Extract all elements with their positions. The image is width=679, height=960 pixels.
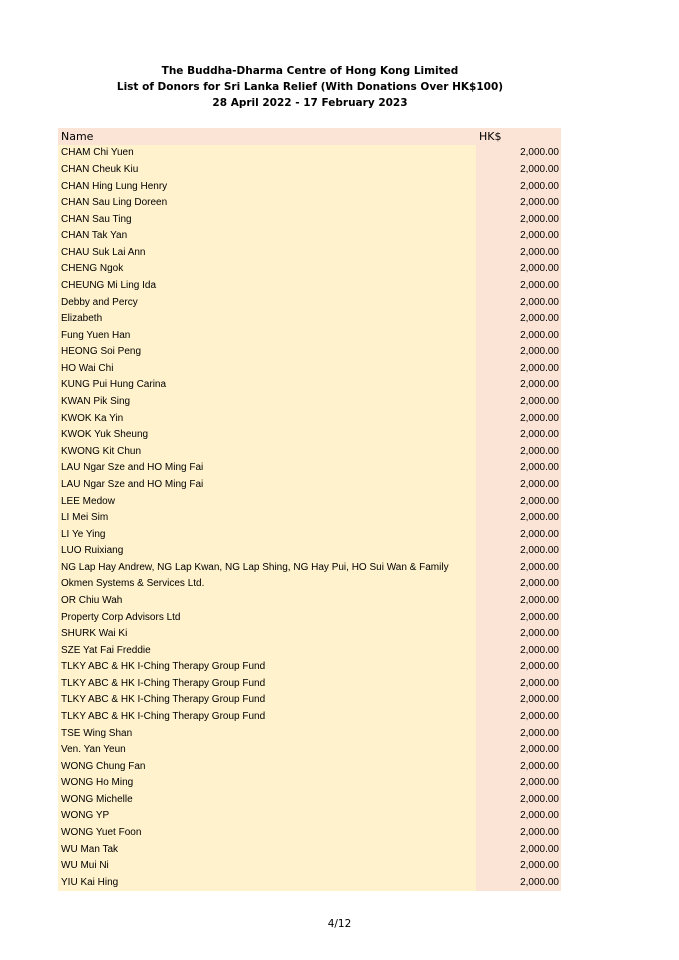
donor-name: Ven. Yan Yeun [58,741,476,758]
donation-amount: 2,000.00 [476,161,561,178]
donation-amount: 2,000.00 [476,791,561,808]
list-title: List of Donors for Sri Lanka Relief (With Donations Over HK$100) [116,81,504,93]
donation-amount: 2,000.00 [476,410,561,427]
donor-name: Property Corp Advisors Ltd [58,609,476,626]
table-row [58,443,561,460]
donation-amount: 2,000.00 [476,393,561,410]
donation-amount: 2,000.00 [476,725,561,742]
table-row [58,277,561,294]
table-row [58,161,561,178]
table-row [58,360,561,377]
donation-amount: 2,000.00 [476,493,561,510]
donor-name: KWOK Ka Yin [58,410,476,427]
table-row [58,194,561,211]
table-row [58,592,561,609]
donor-table [58,128,561,891]
donor-name: CHAN Hing Lung Henry [58,178,476,195]
table-body [58,145,561,891]
donation-amount: 2,000.00 [476,675,561,692]
donation-amount: 2,000.00 [476,576,561,593]
donor-name: LAU Ngar Sze and HO Ming Fai [58,476,476,493]
table-row [58,559,561,576]
donation-amount: 2,000.00 [476,642,561,659]
donation-amount: 2,000.00 [476,261,561,278]
table-row [58,344,561,361]
donor-name: LUO Ruixiang [58,542,476,559]
donor-name: CHENG Ngok [58,261,476,278]
donor-name: WONG Chung Fan [58,758,476,775]
table-row [58,841,561,858]
table-row [58,808,561,825]
date-range: 28 April 2022 - 17 February 2023 [212,97,408,109]
table-row [58,261,561,278]
table-row [58,476,561,493]
table-row [58,294,561,311]
donation-amount: 2,000.00 [476,559,561,576]
donation-amount: 2,000.00 [476,775,561,792]
table-header-row [58,128,561,145]
table-row [58,741,561,758]
donor-name: KWAN Pik Sing [58,393,476,410]
donor-name: Debby and Percy [58,294,476,311]
donation-amount: 2,000.00 [476,426,561,443]
donation-amount: 2,000.00 [476,758,561,775]
table-row [58,609,561,626]
table-row [58,542,561,559]
donation-amount: 2,000.00 [476,625,561,642]
table-row [58,426,561,443]
table-row [58,377,561,394]
donor-name: KWOK Yuk Sheung [58,426,476,443]
donation-amount: 2,000.00 [476,244,561,261]
donor-name: TLKY ABC & HK I-Ching Therapy Group Fund [58,659,476,676]
table-row [58,874,561,891]
donor-name: TLKY ABC & HK I-Ching Therapy Group Fund [58,708,476,725]
donor-name: LI Ye Ying [58,526,476,543]
table-row [58,708,561,725]
donor-name: HO Wai Chi [58,360,476,377]
donation-amount: 2,000.00 [476,509,561,526]
donation-amount: 2,000.00 [476,327,561,344]
donor-name: CHAN Tak Yan [58,227,476,244]
donation-amount: 2,000.00 [476,227,561,244]
table-row [58,642,561,659]
donor-name: KUNG Pui Hung Carina [58,377,476,394]
donation-amount: 2,000.00 [476,824,561,841]
donation-amount: 2,000.00 [476,741,561,758]
donor-name: WONG YP [58,808,476,825]
table-row [58,460,561,477]
donation-amount: 2,000.00 [476,277,561,294]
donation-amount: 2,000.00 [476,542,561,559]
donor-name: Okmen Systems & Services Ltd. [58,576,476,593]
table-row [58,493,561,510]
donation-amount: 2,000.00 [476,874,561,891]
donor-name: OR Chiu Wah [58,592,476,609]
donor-name: SZE Yat Fai Freddie [58,642,476,659]
donor-name: SHURK Wai Ki [58,625,476,642]
donation-amount: 2,000.00 [476,708,561,725]
donation-amount: 2,000.00 [476,145,561,162]
document-header [0,63,620,111]
table-row [58,857,561,874]
donation-amount: 2,000.00 [476,476,561,493]
donor-name: HEONG Soi Peng [58,344,476,361]
donation-amount: 2,000.00 [476,857,561,874]
table-row [58,692,561,709]
table-row [58,310,561,327]
table-row [58,824,561,841]
donor-name: CHAU Suk Lai Ann [58,244,476,261]
donation-amount: 2,000.00 [476,460,561,477]
donor-name: TSE Wing Shan [58,725,476,742]
donation-amount: 2,000.00 [476,294,561,311]
donor-name: YIU Kai Hing [58,874,476,891]
donation-amount: 2,000.00 [476,609,561,626]
donor-name: CHAN Sau Ting [58,211,476,228]
donor-name: TLKY ABC & HK I-Ching Therapy Group Fund [58,692,476,709]
donor-name: LAU Ngar Sze and HO Ming Fai [58,460,476,477]
donor-name: Elizabeth [58,310,476,327]
table-row [58,509,561,526]
donor-name: CHAN Cheuk Kiu [58,161,476,178]
donation-amount: 2,000.00 [476,841,561,858]
donation-amount: 2,000.00 [476,344,561,361]
donor-name: WONG Ho Ming [58,775,476,792]
donation-amount: 2,000.00 [476,178,561,195]
donor-name: LEE Medow [58,493,476,510]
table-row [58,791,561,808]
donation-amount: 2,000.00 [476,360,561,377]
donor-name: WONG Michelle [58,791,476,808]
donor-name: WU Man Tak [58,841,476,858]
donor-name: WONG Yuet Foon [58,824,476,841]
donor-name: CHEUNG Mi Ling Ida [58,277,476,294]
organization-title: The Buddha-Dharma Centre of Hong Kong Limited [161,65,459,77]
donation-amount: 2,000.00 [476,659,561,676]
column-header-amount: HK$ [476,128,561,145]
table-row [58,327,561,344]
donation-amount: 2,000.00 [476,194,561,211]
table-row [58,145,561,162]
table-row [58,576,561,593]
donation-amount: 2,000.00 [476,310,561,327]
donor-name: KWONG Kit Chun [58,443,476,460]
table-row [58,410,561,427]
donor-name: CHAN Sau Ling Doreen [58,194,476,211]
table-row [58,244,561,261]
donor-name: LI Mei Sim [58,509,476,526]
page-number: 4/12 [327,918,352,930]
donation-amount: 2,000.00 [476,592,561,609]
table-row [58,178,561,195]
donation-amount: 2,000.00 [476,377,561,394]
donor-name: CHAM Chi Yuen [58,145,476,162]
table-row [58,393,561,410]
table-row [58,758,561,775]
table-row [58,725,561,742]
donor-name: Fung Yuen Han [58,327,476,344]
donation-amount: 2,000.00 [476,526,561,543]
table-row [58,775,561,792]
donation-amount: 2,000.00 [476,808,561,825]
donor-name: NG Lap Hay Andrew, NG Lap Kwan, NG Lap Shing, NG Hay Pui, HO Sui Wan & Family [58,559,476,576]
table-row [58,211,561,228]
donor-name: TLKY ABC & HK I-Ching Therapy Group Fund [58,675,476,692]
table-row [58,659,561,676]
column-header-name: Name [58,128,476,145]
donation-amount: 2,000.00 [476,443,561,460]
donation-amount: 2,000.00 [476,211,561,228]
table-row [58,625,561,642]
donation-amount: 2,000.00 [476,692,561,709]
donor-name: WU Mui Ni [58,857,476,874]
table-row [58,675,561,692]
table-row [58,227,561,244]
table-row [58,526,561,543]
